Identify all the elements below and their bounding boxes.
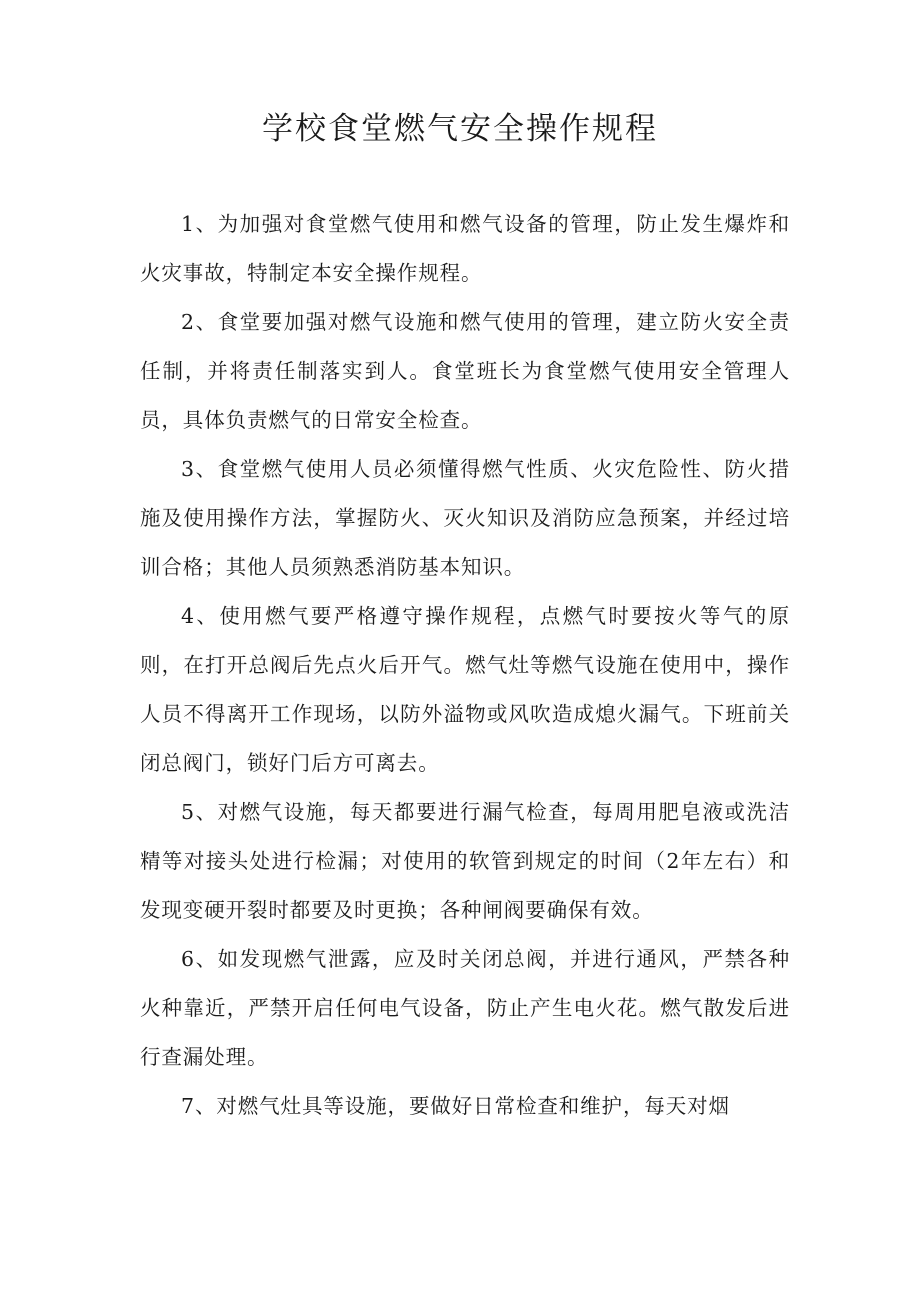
paragraph-6: 6、如发现燃气泄露，应及时关闭总阀，并进行通风，严禁各种火种靠近，严禁开启任何电气设备，防止产生电火花。燃气散发后进行查漏处理。 [140,947,790,1069]
document-title: 学校食堂燃气安全操作规程 [262,111,658,147]
paragraph-1: 1、为加强对食堂燃气使用和燃气设备的管理，防止发生爆炸和火灾事故，特制定本安全操作规程。 [140,212,790,285]
paragraph-4: 4、使用燃气要严格遵守操作规程，点燃气时要按火等气的原则，在打开总阀后先点火后开气。燃气灶等燃气设施在使用中，操作人员不得离开工作现场，以防外溢物或风吹造成熄火漏气。下班前关闭总阀门，锁好门后方可离去。 [140,604,790,775]
paragraph-5: 5、对燃气设施，每天都要进行漏气检查，每周用肥皂液或洗洁精等对接头处进行检漏；对使用的软管到规定的时间（2年左右）和发现变硬开裂时都要及时更换；各种闸阀要确保有效。 [140,800,790,922]
paragraph-7: 7、对燃气灶具等设施，要做好日常检查和维护，每天对烟 [181,1094,730,1118]
paragraph-2: 2、食堂要加强对燃气设施和燃气使用的管理，建立防火安全责任制，并将责任制落实到人。食堂班长为食堂燃气使用安全管理人员，具体负责燃气的日常安全检查。 [140,310,790,432]
paragraph-3: 3、食堂燃气使用人员必须懂得燃气性质、火灾危险性、防火措施及使用操作方法，掌握防火、灭火知识及消防应急预案，并经过培训合格；其他人员须熟悉消防基本知识。 [140,457,790,579]
document-body [140,200,790,1131]
